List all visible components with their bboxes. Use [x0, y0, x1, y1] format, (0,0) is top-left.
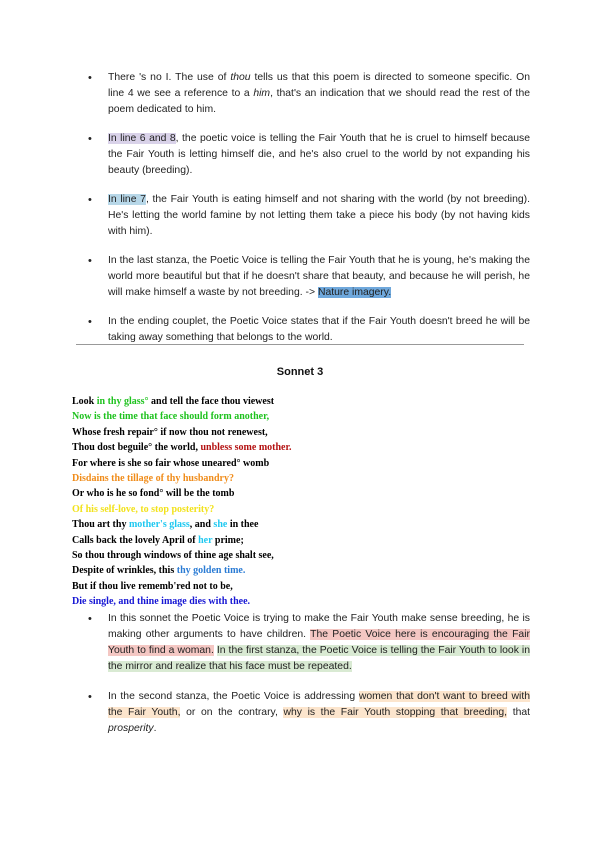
- note-item: • In line 6 and 8, the poetic voice is telling the Fair Youth that he is cruel to himself because the Fair Youth is letting himself die, and he's also cruel to the world by not expanding his beauty (breeding).: [86, 131, 530, 179]
- poem-line: Whose fresh repair° if now thou not renewest,: [72, 426, 268, 438]
- note-item: • There 's no I. The use of thou tells us that this poem is directed to someone specific. On line 4 we see a reference to a him, that's an indication that we should read the rest of the poem dedicated to him.: [86, 70, 530, 118]
- poem-line: For where is she so fair whose uneared° womb: [72, 457, 270, 469]
- highlight: The Poetic Voice here is encouraging the Fair Youth to find a woman.: [108, 629, 530, 656]
- poem-line: Look in thy glass° and tell the face thou viewest: [72, 396, 275, 407]
- poem-line: Now is the time that face should form another,: [72, 411, 270, 423]
- sonnet-notes-list: [86, 611, 530, 751]
- highlight: why is the Fair Youth stopping that breeding,: [283, 707, 508, 718]
- highlight: Nature imagery.: [317, 287, 392, 298]
- sonnet-text: [72, 394, 432, 610]
- poem-line: Thou dost beguile° the world, unbless some mother.: [72, 442, 292, 454]
- highlight: In the first stanza, the Poetic Voice is telling the Fair Youth to look in the mirror and realize that his face must be repeated.: [108, 645, 531, 672]
- analysis-notes-list: [86, 70, 530, 359]
- note-item: • In line 7, the Fair Youth is eating himself and not sharing with the world (by not breeding). He's letting the world famine by not letting them take a piece his body (by not having kids with him).: [86, 192, 530, 240]
- poem-line: But if thou live rememb'red not to be,: [72, 580, 233, 592]
- poem-line: Or who is he so fond° will be the tomb: [72, 488, 235, 500]
- note-item: • In the ending couplet, the Poetic Voice states that if the Fair Youth doesn't breed he will be taking away something that belongs to the world.: [86, 314, 530, 346]
- poem-line: Despite of wrinkles, this thy golden time.: [72, 565, 246, 577]
- note-item: • In the last stanza, the Poetic Voice is telling the Fair Youth that he is young, he's making the world more beautiful but that if he doesn't share that beauty, and because he will perish, he will make himself a waste by not breeding. -> Nature imagery.: [86, 253, 530, 301]
- poem-line: So thou through windows of thine age shalt see,: [72, 550, 274, 562]
- note-item: • In this sonnet the Poetic Voice is trying to make the Fair Youth make sense breeding, he is making other arguments to have children. The Poetic Voice here is encouraging the Fair Youth to find a woman. In the first stanza, the Poetic Voice is telling the Fair Youth to look in the mirror and realize that his face must be repeated.: [86, 611, 530, 675]
- poem-line: Disdains the tillage of thy husbandry?: [72, 473, 234, 485]
- poem-line: Of his self-love, to stop posterity?: [72, 503, 215, 515]
- poem-line: Calls back the lovely April of her prime;: [72, 534, 244, 546]
- highlight: In line 6 and 8: [108, 133, 176, 144]
- note-item: • In the second stanza, the Poetic Voice is addressing women that don't want to breed with the Fair Youth, or on the contrary, why is the Fair Youth stopping that breeding, that prosperity.: [86, 689, 530, 737]
- sonnet-title: Sonnet 3: [276, 366, 324, 378]
- highlight: women that don't want to breed with the Fair Youth,: [108, 691, 530, 718]
- poem-line: Die single, and thine image dies with thee.: [72, 596, 251, 608]
- horizontal-rule: [76, 344, 524, 345]
- poem-line: Thou art thy mother's glass, and she in thee: [72, 519, 259, 531]
- highlight: In line 7: [108, 194, 146, 205]
